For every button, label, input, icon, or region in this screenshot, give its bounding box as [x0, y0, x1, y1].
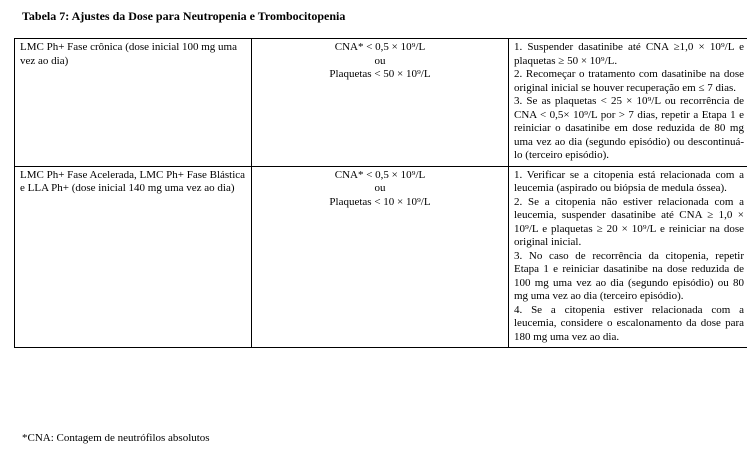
footnote: *CNA: Contagem de neutrófilos absolutos [22, 432, 210, 444]
criteria-line: ou [374, 182, 386, 194]
action-step: 3. Se as plaquetas < 25 × 10⁹/L ou recorrência de CNA < 0,5× 10⁹/L por > 7 dias, repetir a Etapa 1 e reiniciar o dasatinibe em dose reduzida de 80 mg uma vez ao dia (segundo episódio) ou descontinuá-lo (terceiro episódio). [514, 95, 744, 161]
action-step: 1. Suspender dasatinibe até CNA ≥1,0 × 10⁹/L e plaquetas ≥ 50 × 10⁹/L. [514, 41, 744, 67]
action-step: 4. Se a citopenia estiver relacionada com a leucemia, considere o escalonamento da dose para 180 mg uma vez ao dia. [514, 303, 744, 343]
table-row [15, 39, 747, 167]
criteria-line: ou [374, 54, 386, 67]
dose-adjustment-table [14, 38, 747, 348]
phase-cell: LMC Ph+ Fase Acelerada, LMC Ph+ Fase Blástica e LLA Ph+ (dose inicial 140 mg uma vez ao dia) [15, 166, 252, 348]
actions-cell [509, 39, 747, 167]
criteria-line: CNA* < 0,5 × 10⁹/L [334, 168, 426, 181]
criteria-line: Plaquetas < 10 × 10⁹/L [329, 195, 431, 208]
action-step: 1. Verificar se a citopenia está relacionada com a leucemia (aspirado ou biópsia de medula óssea). [514, 168, 744, 194]
phase-cell: LMC Ph+ Fase crônica (dose inicial 100 mg uma vez ao dia) [15, 39, 252, 167]
criteria-cell [252, 166, 509, 348]
action-step: 2. Recomeçar o tratamento com dasatinibe na dose original inicial se houver recuperação em ≤ 7 dias. [514, 68, 744, 94]
criteria-line: CNA* < 0,5 × 10⁹/L [334, 41, 426, 53]
table-row [15, 166, 747, 348]
criteria-cell [252, 39, 509, 167]
action-step: 3. No caso de recorrência da citopenia, repetir Etapa 1 e reiniciar dasatinibe na dose reduzida de 100 mg uma vez ao dia (segundo episódio) ou 80 mg uma vez ao dia (terceiro episódio). [514, 249, 744, 302]
criteria-line: Plaquetas < 50 × 10⁹/L [329, 68, 431, 80]
action-step: 2. Se a citopenia não estiver relacionada com a leucemia, suspender dasatinibe até CNA ≥ 1,0 × 10⁹/L e plaquetas ≥ 20 × 10⁹/L e reiniciar na dose original inicial. [514, 195, 744, 248]
actions-cell [509, 166, 747, 348]
table-title: Tabela 7: Ajustes da Dose para Neutropenia e Trombocitopenia [22, 9, 346, 23]
